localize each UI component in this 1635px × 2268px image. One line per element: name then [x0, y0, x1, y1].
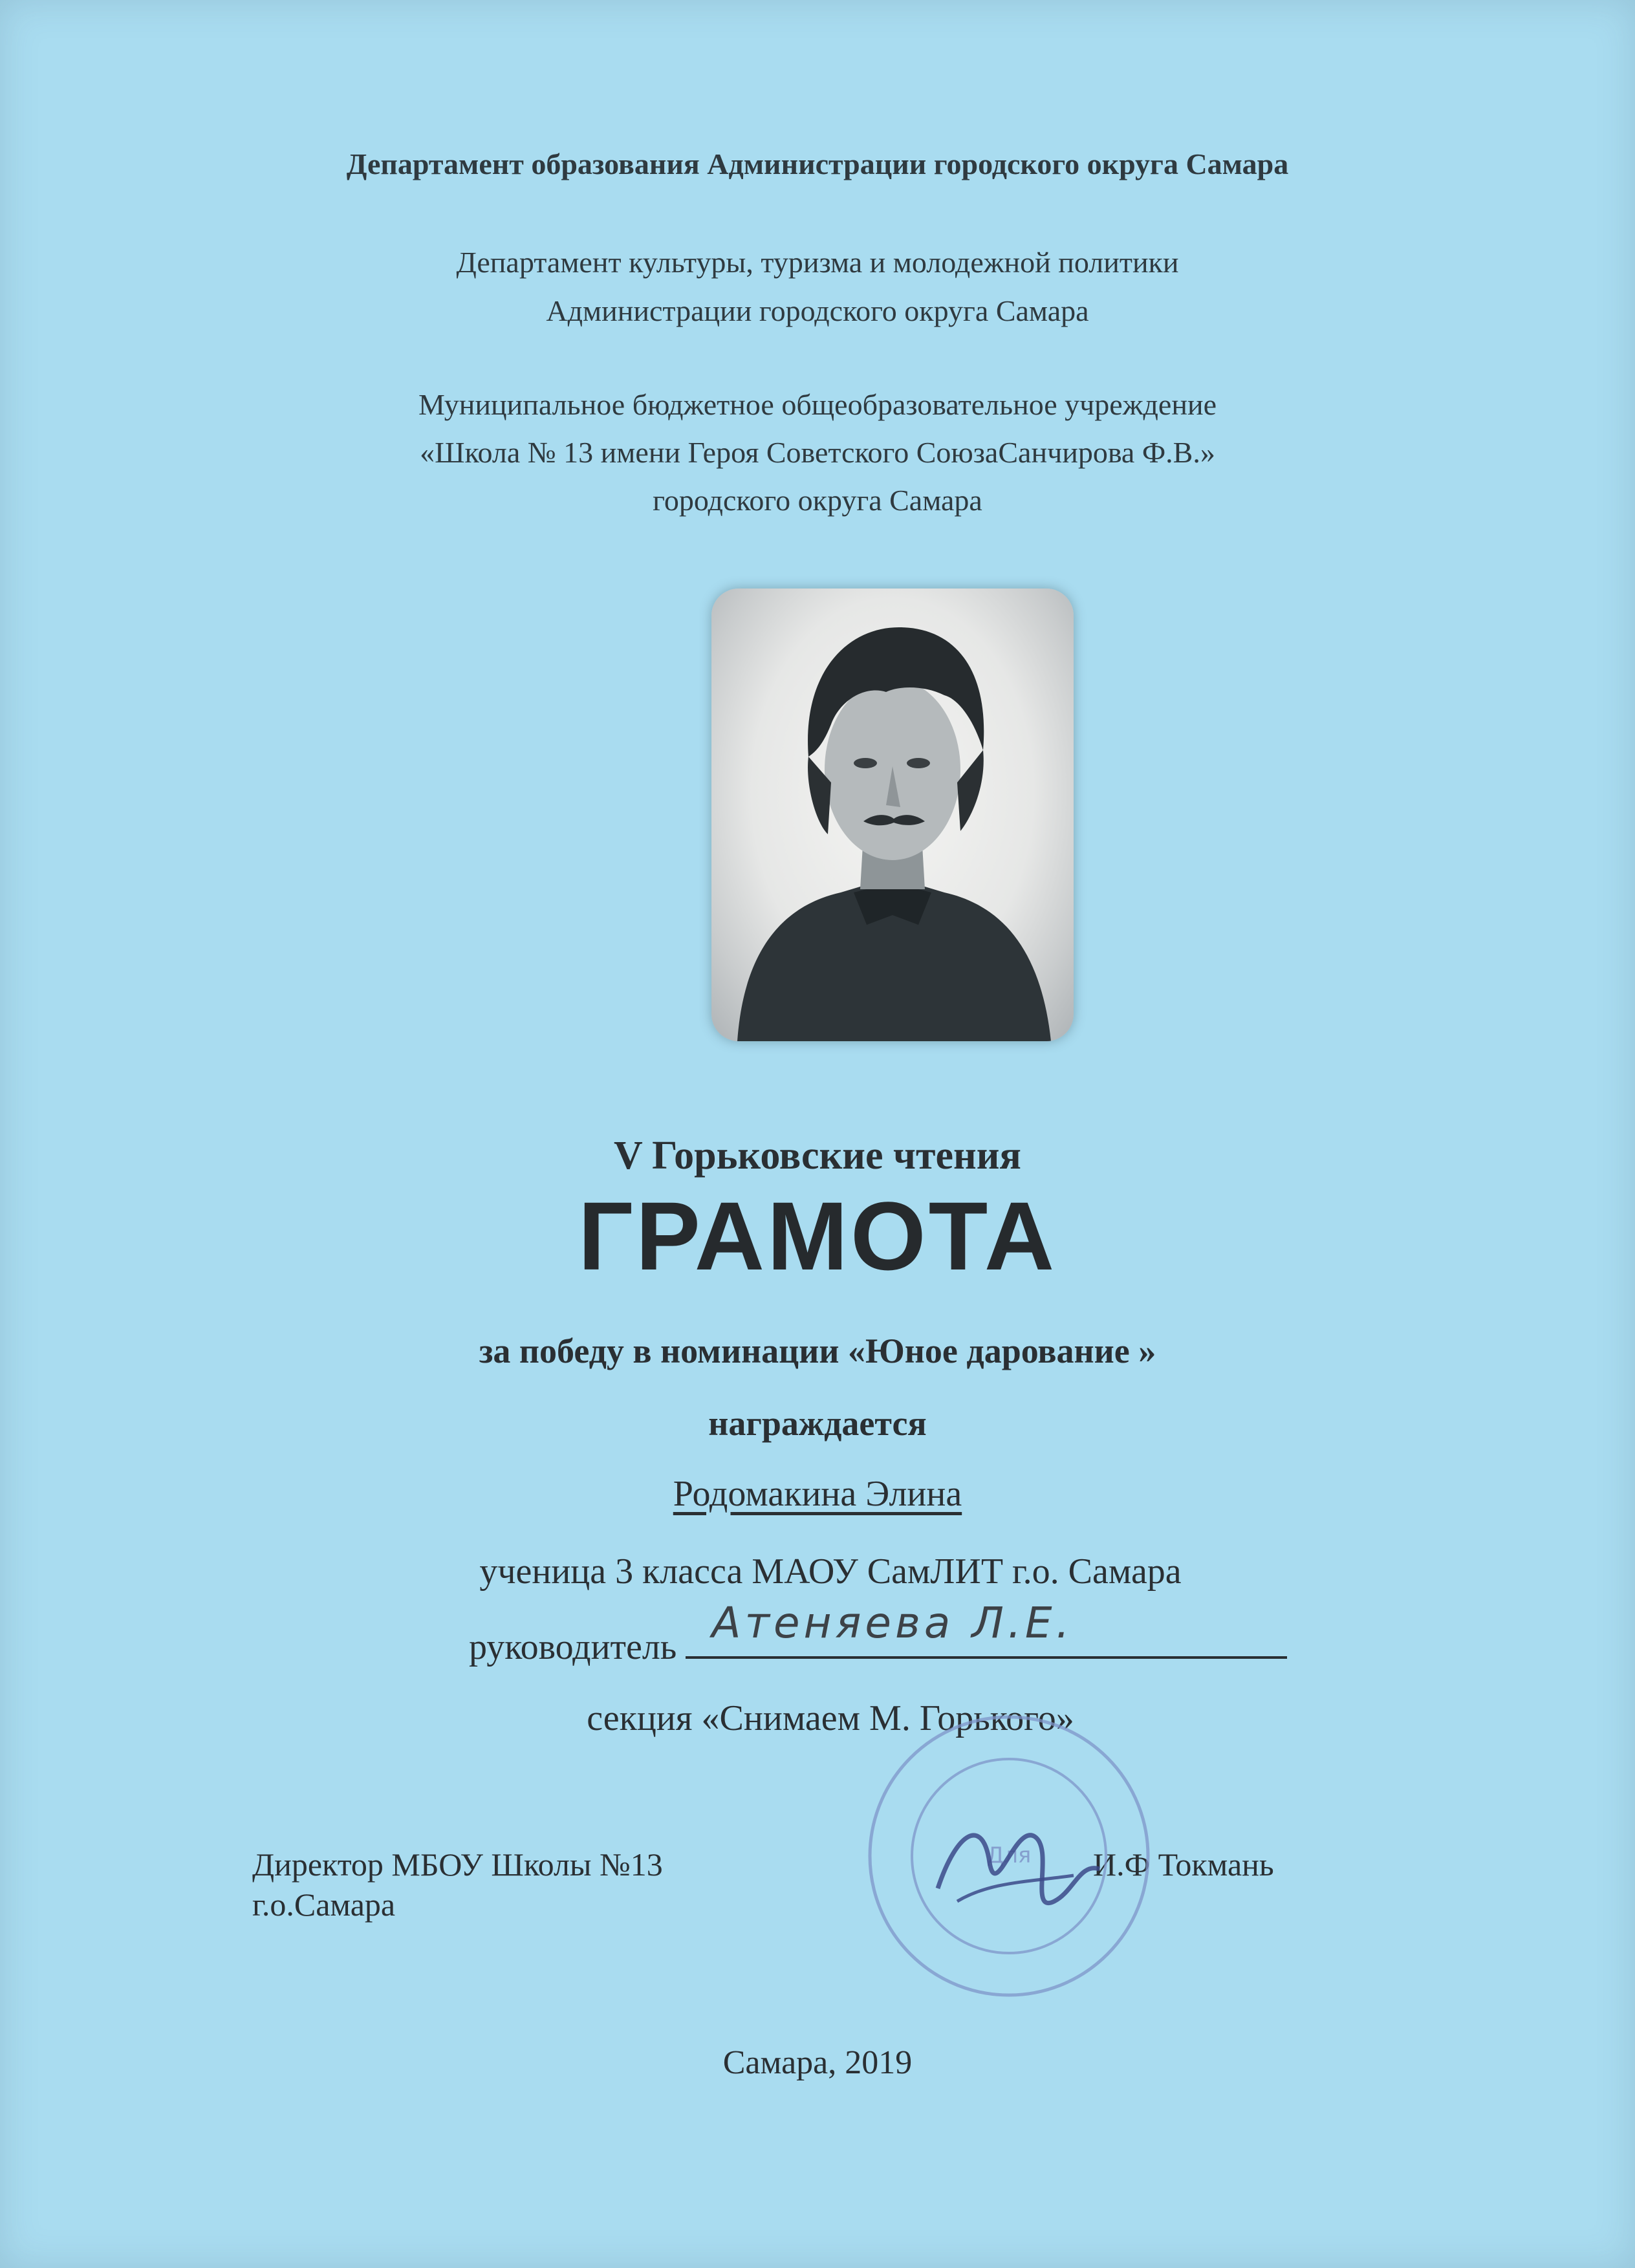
supervisor-label: руководитель	[469, 1627, 677, 1667]
director-title-line2: г.о.Самара	[252, 1886, 396, 1923]
stamp-seal-icon	[860, 1707, 1158, 2005]
svg-text:Для: Для	[986, 1842, 1032, 1868]
dept-culture-line2: Администрации городского округа Самара	[546, 294, 1089, 327]
award-reason: за победу в номинации «Юное дарование »	[479, 1332, 1156, 1370]
dept-education: Департамент образования Администрации городского округа Самара	[346, 147, 1289, 180]
school-line3: городского округа Самара	[653, 484, 982, 517]
event-title: V Горьковские чтения	[614, 1134, 1021, 1178]
recipient-info: ученица 3 класса МАОУ СамЛИТ г.о. Самара	[479, 1551, 1182, 1592]
official-stamp	[860, 1707, 1158, 2008]
portrait-illustration	[711, 589, 1074, 1041]
portrait-photo	[711, 589, 1074, 1041]
supervisor-row	[469, 1598, 1287, 1669]
supervisor-signature-line	[686, 1598, 1287, 1659]
supervisor-handwritten-name: Атеняева Л.Е.	[711, 1598, 1074, 1648]
director-title-line1: Директор МБОУ Школы №13	[252, 1846, 663, 1883]
director-name: И.Ф Токмань	[1093, 1846, 1274, 1883]
dept-culture-line1: Департамент культуры, туризма и молодежной политики	[456, 246, 1179, 279]
awarded-label: награждается	[708, 1404, 927, 1443]
school-line1: Муниципальное бюджетное общеобразовательное учреждение	[418, 388, 1217, 421]
certificate-title: ГРАМОТА	[578, 1182, 1057, 1290]
place-year: Самара, 2019	[722, 2044, 913, 2081]
recipient-name-row	[0, 1473, 1635, 1515]
section-name: секция «Снимаем М. Горького»	[587, 1698, 1074, 1738]
school-line2: «Школа № 13 имени Героя Советского СоюзаСанчирова Ф.В.»	[420, 436, 1215, 469]
recipient-name: Родомакина Элина	[673, 1474, 962, 1514]
